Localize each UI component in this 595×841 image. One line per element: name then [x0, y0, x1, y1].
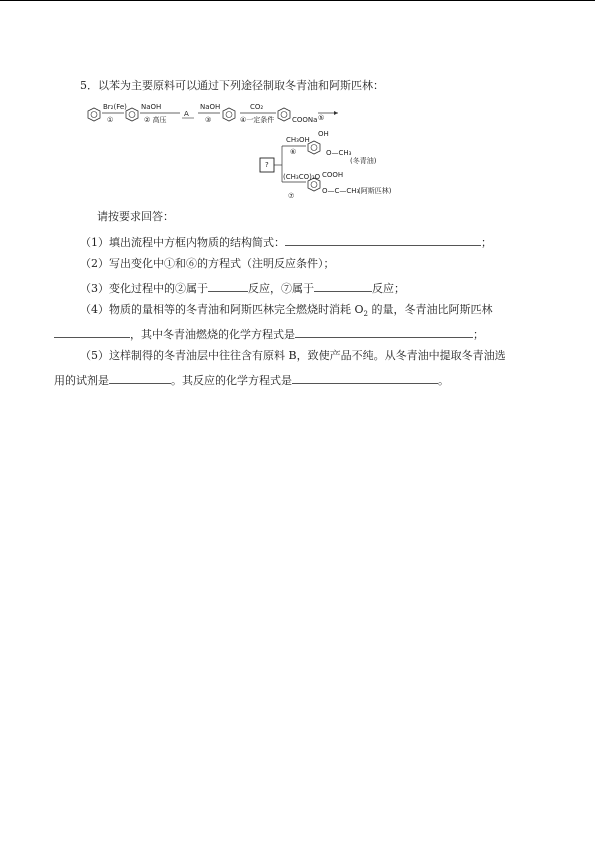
step-7-label: ⑦: [288, 192, 295, 200]
step-2-condition: ② 高压: [144, 116, 167, 124]
answer-blank-1[interactable]: [285, 234, 481, 246]
reaction-scheme-diagram: [80, 100, 420, 204]
reagent-acetic-anhydride: (CH₃CO)₂O: [283, 173, 321, 181]
question-4-end: ；: [473, 328, 484, 341]
reagent-naoh-2: NaOH: [141, 103, 162, 111]
reagent-ch3oh: CH₃OH: [286, 136, 310, 144]
arrowhead-step-5: [334, 111, 338, 115]
answer-prompt: 请按要求回答：: [97, 210, 174, 223]
aspirin-ester-group: O—C—CH₃: [322, 187, 360, 195]
question-5-line-2: [54, 372, 449, 388]
question-4-text-a: （4）物质的量相等的冬青油和阿斯匹林完全燃烧时消耗 O: [80, 303, 364, 316]
step-3-label: ③: [205, 116, 212, 124]
question-3: [80, 280, 405, 296]
answer-blank-5a[interactable]: [109, 372, 171, 384]
answer-blank-5b[interactable]: [292, 372, 438, 384]
carboxylate-group: COONa: [292, 116, 318, 124]
wintergreen-ester-group: O—CH₃: [326, 149, 352, 157]
benzene-ring-5: [308, 141, 320, 154]
question-5-text-b: 。其反应的化学方程式是: [171, 374, 292, 387]
answer-blank-3b[interactable]: [314, 280, 372, 292]
reagent-co2: CO₂: [250, 103, 264, 111]
aspirin-label: (阿斯匹林): [358, 187, 392, 195]
o2-subscript: 2: [363, 310, 368, 319]
question-1: [80, 234, 492, 250]
answer-blank-3a[interactable]: [208, 280, 248, 292]
wintergreen-label: (冬青油): [350, 157, 377, 165]
step-6-label: ⑥: [290, 148, 297, 156]
question-1-text: （1）填出流程中方框内物质的结构简式：: [80, 236, 285, 249]
wintergreen-oh: OH: [318, 130, 329, 138]
question-5-end: 。: [438, 374, 449, 387]
answer-blank-4b[interactable]: [295, 326, 473, 338]
question-4-line-1: [80, 303, 492, 321]
step-5-label: ⑤: [318, 114, 325, 122]
question-intro-text: 以苯为主要原料可以通过下列途径制取冬青油和阿斯匹林：: [98, 79, 384, 92]
question-2: （2）写出变化中①和⑥的方程式（注明反应条件）；: [80, 257, 335, 270]
page-top-rule: [0, 0, 595, 1]
question-3-part-a: （3）变化过程中的②属于: [80, 282, 208, 295]
question-5-line-1: （5）这样制得的冬青油层中往往含有原料 B，致使产品不纯。从冬青油中提取冬青油选: [80, 349, 506, 362]
reagent-naoh-3: NaOH: [200, 103, 221, 111]
question-5-text-a: 用的试剂是: [54, 374, 109, 387]
intermediate-a: A: [184, 110, 189, 118]
question-4-text-b: 的量，冬青油比阿斯匹林: [367, 303, 493, 316]
question-4-text-c: ，其中冬青油燃烧的化学方程式是: [130, 328, 295, 341]
step-1-label: ①: [107, 116, 114, 124]
question-intro: [80, 79, 384, 93]
question-number: 5．: [80, 79, 98, 92]
benzene-ring-4: [278, 108, 290, 121]
question-4-line-2: [54, 326, 484, 342]
step-4-label: ④一定条件: [240, 116, 275, 124]
reagent-br2-fe: Br₂(Fe): [103, 103, 127, 111]
benzene-ring-3: [223, 108, 235, 121]
answer-blank-4a[interactable]: [54, 326, 130, 338]
benzene-ring-2: [126, 108, 138, 121]
question-1-end: ；: [481, 236, 492, 249]
question-3-part-c: 反应；: [372, 282, 405, 295]
aspirin-cooh: COOH: [322, 171, 344, 179]
unknown-box-label: ?: [265, 161, 269, 169]
benzene-ring-1: [88, 108, 100, 121]
question-3-part-b: 反应，⑦属于: [248, 282, 314, 295]
